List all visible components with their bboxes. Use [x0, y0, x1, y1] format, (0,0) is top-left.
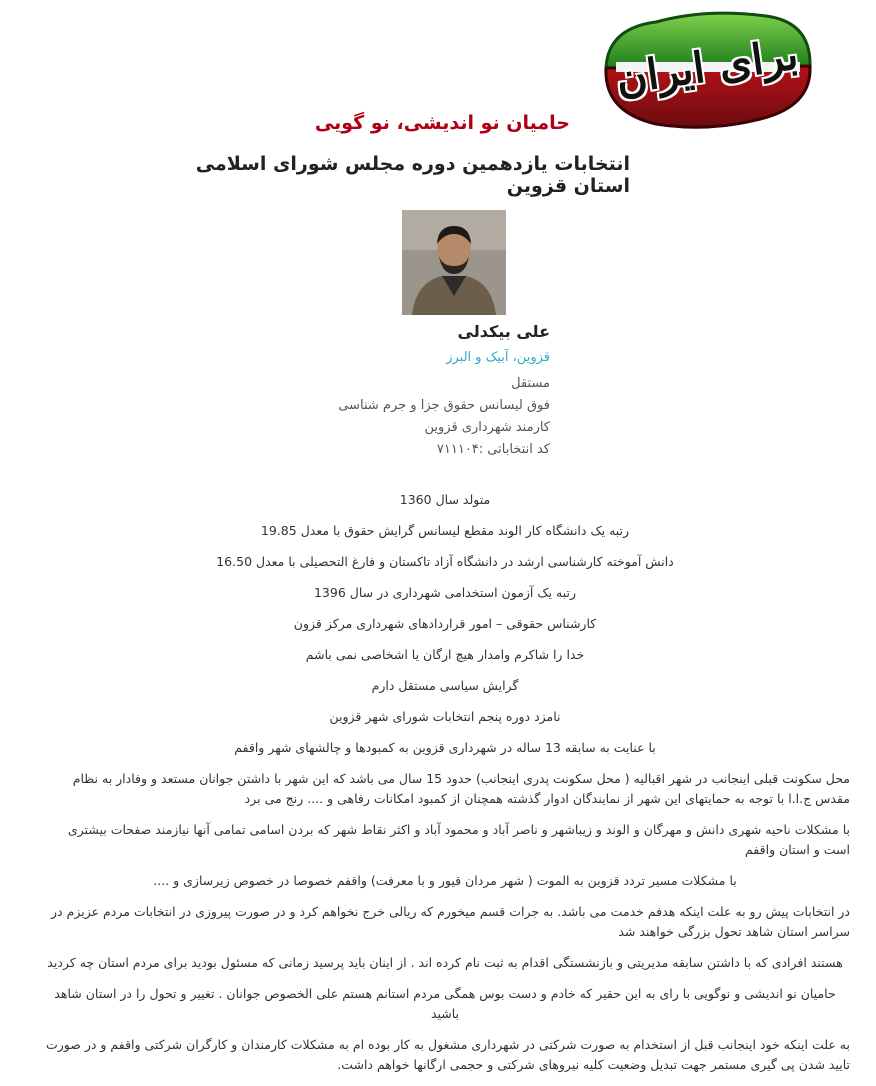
bio-paragraph: حامیان نو اندیشی و نوگویی با رای به این حقیر که خادم و دست بوس همگی مردم استانم هستم علی الخصوص جوانان . تغییر و تحول را در استان شاهد باشید	[54, 986, 836, 1021]
candidate-bio	[40, 490, 850, 1086]
bio-paragraph: در انتخابات پیش رو به علت اینکه هدفم خدمت می باشد. به جرات قسم میخورم که ریالی خرج نخواهم کرد و در صورت پیروزی در انتخابات مردم عزیزم در سراسر استان شاهد تحول بزرگی خواهند شد	[51, 904, 850, 939]
candidate-photo	[402, 210, 506, 315]
bio-paragraph: خدا را شاکرم وامدار هیچ ارگان یا اشخاصی نمی باشم	[305, 647, 585, 662]
bio-paragraph: با مشکلات ناحیه شهری دانش و مهرگان و الوند و زیباشهر و ناصر آباد و محمود آباد و اکثر نقاط شهر که بردن اسامی تمامی آنها نیازمند صفحات بیشتری است و استان واقفم	[67, 822, 850, 857]
bio-paragraph: نامزد دوره پنجم انتخابات شورای شهر قزوین	[329, 709, 561, 724]
bio-paragraph: با عنایت به سابقه 13 ساله در شهرداری قزوین به کمبودها و چالشهای شهر واقفم	[234, 740, 656, 755]
bio-paragraph: متولد سال 1360	[399, 492, 491, 507]
candidate-affiliation: مستقل	[511, 376, 550, 391]
bio-paragraph: با مشکلات مسیر تردد قزوین به الموت ( شهر مردان قیور و با معرفت) واقفم خصوصا در خصوص زیرسازی و ....	[153, 873, 737, 888]
candidate-code: کد انتخاباتی :۷۱۱۱۰۴	[436, 442, 550, 457]
slogan: حامیان نو اندیشی، نو گویی	[314, 112, 570, 134]
candidate-name: علی بیکدلی	[457, 322, 550, 341]
bio-paragraph: دانش آموخته کارشناسی ارشد در دانشگاه آزاد تاکستان و فارغ التحصیلی با معدل 16.50	[216, 554, 674, 569]
bio-paragraph: رتبه یک دانشگاه کار الوند مقطع لیسانس گرایش حقوق با معدل 19.85	[260, 523, 630, 538]
bio-paragraph: کارشناس حقوقی – امور قراردادهای شهرداری مرکز قزون	[293, 616, 597, 631]
bio-paragraph: هستند افرادی که با داشتن سابقه مدیریتی و بازنشستگی اقدام به ثبت نام کرده اند . از اینان باید پرسید زمانی که مسئول بودید برای مردم استان چه کردید	[47, 955, 843, 970]
page-title: انتخابات یازدهمین دوره مجلس شورای اسلامی استان قزوین	[195, 153, 630, 197]
candidate-education: فوق لیسانس حقوق جزا و جرم شناسی	[338, 398, 550, 413]
candidate-job: کارمند شهرداری قزوین	[424, 420, 550, 435]
bio-paragraph: رتبه یک آزمون استخدامی شهرداری در سال 1396	[313, 585, 577, 600]
bio-paragraph: گرایش سیاسی مستقل دارم	[371, 678, 519, 693]
bio-paragraph: به علت اینکه خود اینجانب قبل از استخدام به صورت شرکتی در شهرداری مشغول به کار بوده ام به مشکلات کارمندان و کارگران شرکتی واقفم و در صورت تایید شدن پی گیری مستمر جهت تبدیل وضعیت کلیه نیروهای شرکتی و حجمی ارگانها خواهم داشت.	[46, 1037, 850, 1072]
logo-text: برای ایران	[612, 29, 802, 104]
candidate-region: قزوین، آبیک و البرز	[446, 350, 550, 365]
bio-paragraph: محل سکونت قبلی اینجانب در شهر اقبالیه ( محل سکونت پدری اینجانب) حدود 15 سال می باشد که این شهر با داشتن جوانان مستعد و وفادار به نظام مقدس ج.ا.ا با توجه به حمایتهای این شهر از نمایندگان ادوار گذشته همچنان از کمبود امکانات رفاهی و .... رنج می برد	[72, 771, 850, 806]
campaign-logo	[596, 8, 818, 134]
